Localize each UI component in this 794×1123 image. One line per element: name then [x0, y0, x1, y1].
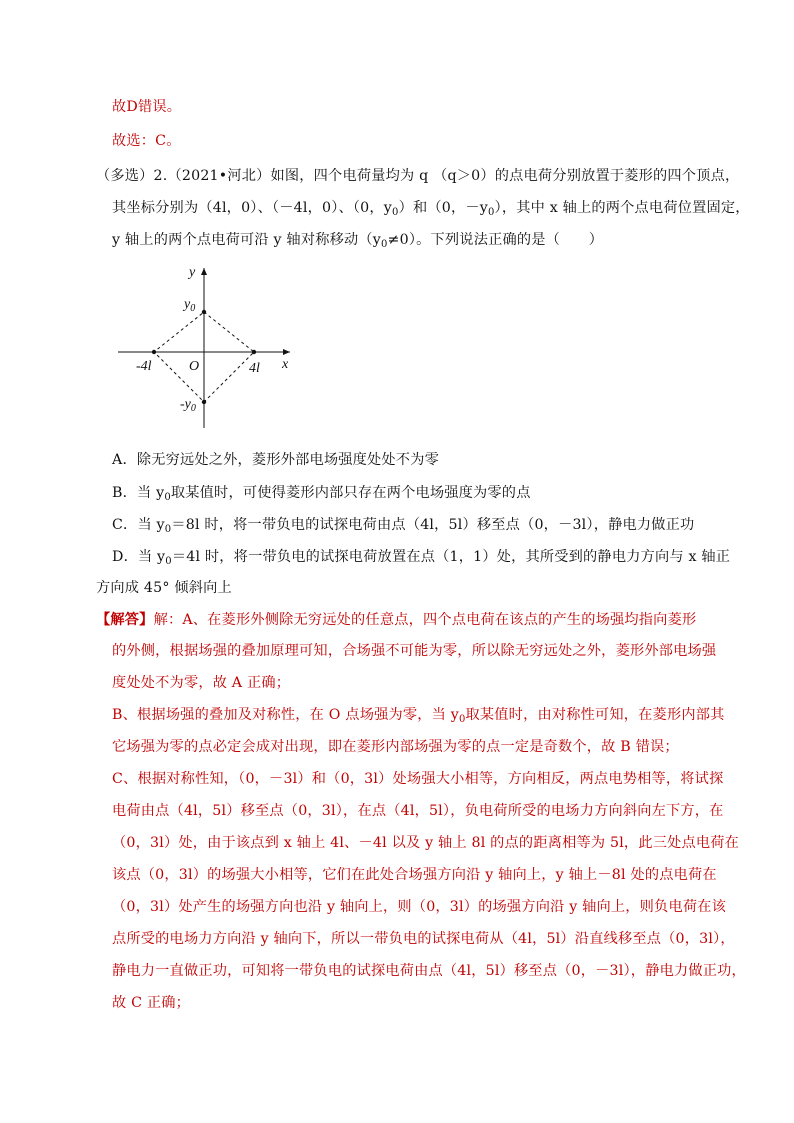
neg-4l-label: -4l [136, 359, 152, 374]
charge-top [202, 310, 206, 314]
question-stem-line1: （多选）2.（2021•河北）如图，四个电荷量均为 q （q＞0）的点电荷分别放置于菱形的四个顶点， [96, 168, 740, 184]
x-axis-label: x [282, 357, 289, 372]
charge-left [152, 350, 156, 354]
option-c: C．当 $y_0=8l$ 时，将一带负电的试探电荷由点（4l，5l）移至点（0，－3l），静电力做正功 [112, 517, 695, 535]
y0-bottom-label: $-y_0$ [180, 397, 196, 414]
question-stem-line3: y 轴上的两个点电荷可沿 y 轴对称移动$(y_0\ne 0)$。下列说法正确的是（ ） [112, 232, 604, 250]
charge-right [252, 350, 256, 354]
option-a: A．除无穷远处之外，菱形外部电场强度处处不为零 [112, 452, 439, 468]
charge-bottom [202, 400, 206, 404]
answer-line10: （0，3l）处产生的场强方向也沿 y 轴向上，则（0，3l）的场强方向沿 y 轴向上，则负电荷在该 [112, 899, 726, 915]
answer-line9: 该点（0，3l）的场强大小相等，它们在此处合场强方向沿 y 轴向上，y 轴上－8l 处的点电荷在 [112, 867, 717, 883]
option-d-line1: D．当 $y_0=4l$ 时，将一带负电的试探电荷放置在点（1，1）处，其所受到的静电力方向与 x 轴正 [112, 549, 731, 567]
answer-line13: 故 C 正确； [112, 995, 191, 1011]
answer-line11: 点所受的电场力方向沿 y 轴向下，所以一带负电的试探电荷从（4l，5l）沿直线移至点（0，3l）， [112, 931, 735, 947]
answer-line12: 静电力一直做正功，可知将一带负电的试探电荷由点（4l，5l）移至点（0，－3l），静电力做正功， [112, 963, 746, 979]
rhombus-charge-diagram [112, 262, 302, 432]
option-b: B．当 $y_0$取某值时，可使得菱形内部只存在两个电场强度为零的点 [112, 485, 531, 503]
answer-line2: 的外侧，根据场强的叠加原理可知，合场强不可能为零，所以除无穷远处之外，菱形外部电场强 [112, 643, 717, 659]
answer-line6: C、根据对称性知，（0，－3l）和（0，3l）处场强大小相等，方向相反，两点电势相等，将试探 [112, 771, 724, 787]
origin-label: O [189, 359, 200, 374]
answer-line4: B、根据场强的叠加及对称性，在 O 点场强为零，当 $y_0$取某值时，由对称性可知，在菱形内部其 [112, 707, 725, 725]
answer-line8: （0，3l）处，由于该点到 x 轴上 4l、－4l 以及 y 轴上 8l 的点的距离相等为 5l，此三处点电荷在 [112, 835, 740, 851]
pos-4l-label: 4l [249, 361, 260, 376]
question-stem-line2: 其坐标分别为（4l，0）、（－4l，0）、（0，$y_0$）和（0，$-y_0$），其中 x 轴上的两个点电荷位置固定， [112, 200, 750, 218]
answer-line5: 它场强为零的点必定会成对出现，即在菱形内部场强为零的点一定是奇数个，故 B 错误； [112, 739, 679, 755]
answer-tag: 【解答】 [96, 612, 154, 628]
answer-line3: 度处处不为零，故 A 正确； [112, 675, 291, 691]
answer-line7: 电荷由点（4l，5l）移至点（0，3l），在点（4l，5l），负电荷所受的电场力方向斜向左下方，在 [112, 803, 724, 819]
y-axis-label: y [189, 265, 196, 280]
option-d-line2: 方向成 45° 倾斜向上 [96, 580, 232, 596]
prev-conclusion-d: 故D错误。 [112, 99, 182, 115]
answer-line1: 【解答】解：A、在菱形外侧除无穷远处的任意点，四个点电荷在该点的产生的场强均指向菱形 [96, 612, 697, 628]
prev-answer-choice: 故选：C。 [112, 133, 181, 149]
y0-top-label: $y_0$ [184, 297, 196, 314]
